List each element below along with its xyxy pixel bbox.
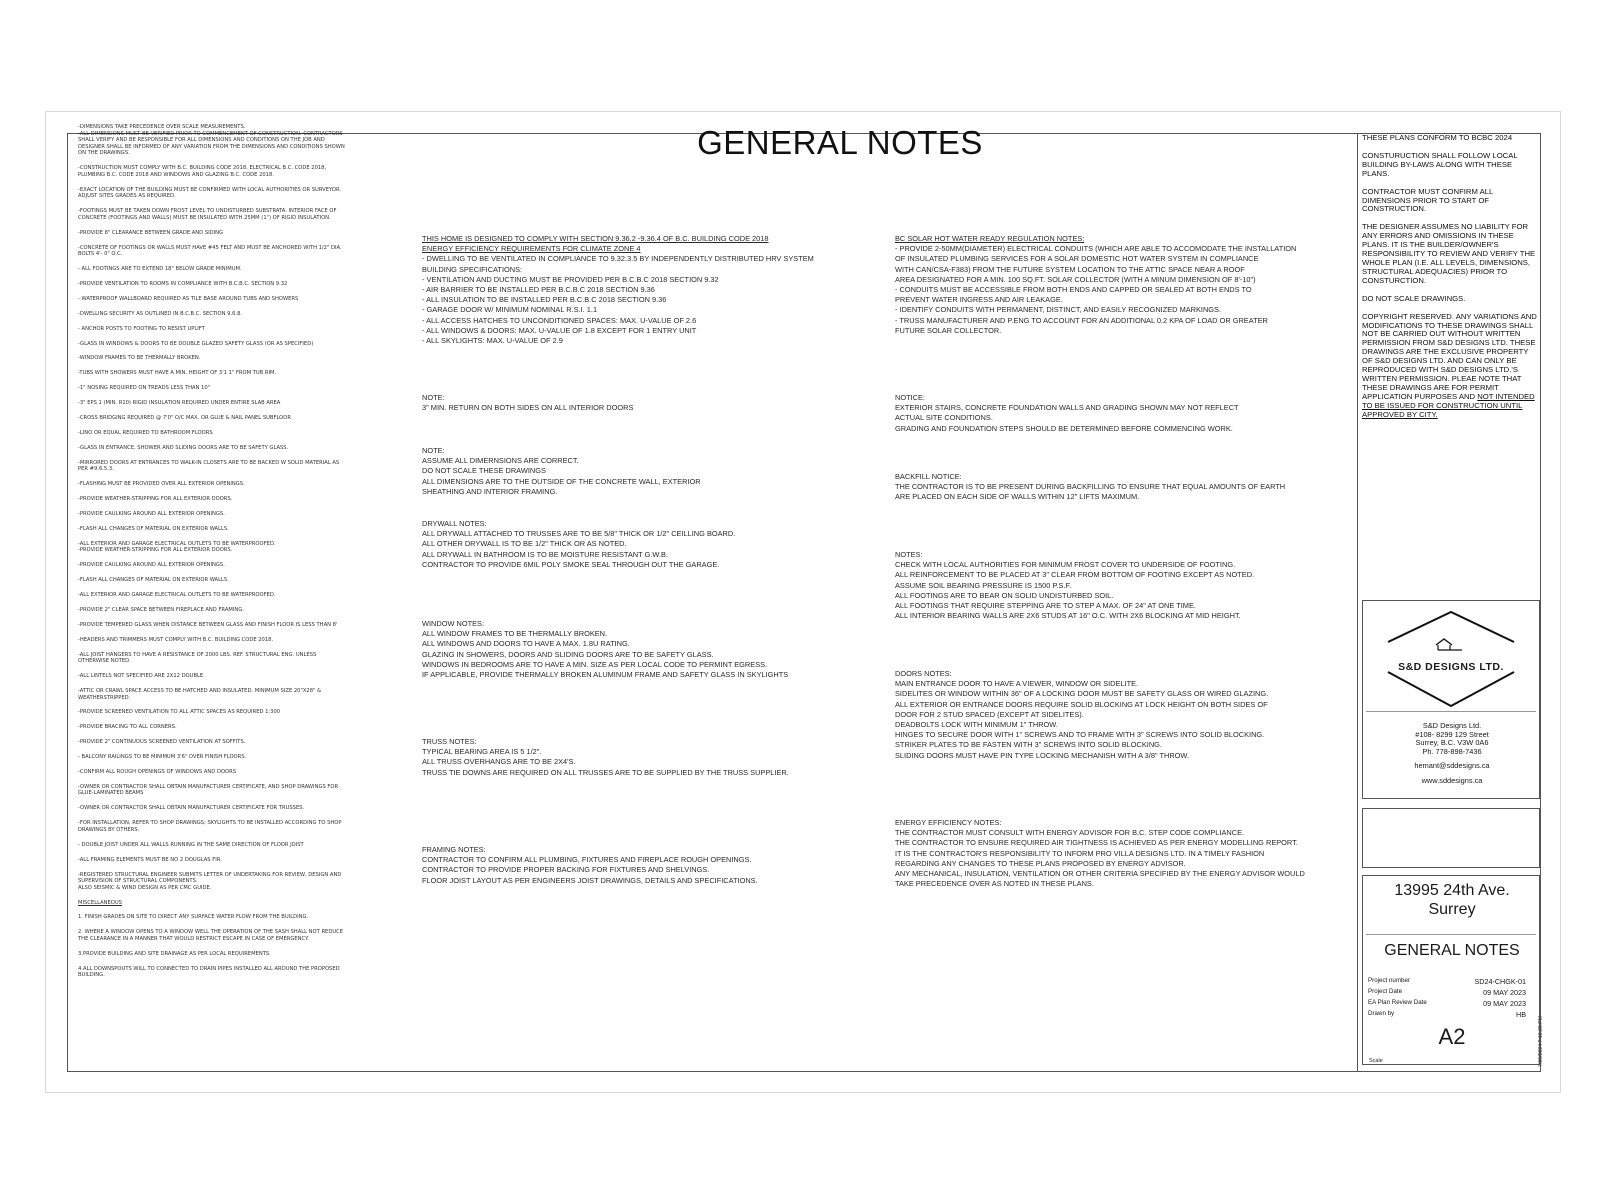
drywall-line: ALL DRYWALL IN BATHROOM IS TO BE MOISTURE RESISTANT G.W.B.	[422, 549, 668, 559]
left-note-line: -HEADERS AND TRIMMERS MUST COMPLY WITH B.C. BUILDING CODE 2018.	[78, 636, 274, 643]
energy-heading-line-1: THIS HOME IS DESIGNED TO COMPLY WITH SECTION 9.36.2 -9.36.4 OF B.C. BUILDING CODE 2018	[422, 234, 769, 243]
left-note-item	[78, 281, 370, 288]
project-number-row	[1368, 977, 1526, 986]
solar-line: - PROVIDE 2-50MM(DIAMETER) ELECTRICAL CONDUITS (WHICH ARE ABLE TO ACCOMODATE THE INSTALLATION	[895, 244, 1297, 254]
project-divider	[1366, 934, 1536, 935]
left-note-line: - DOUBLE JOIST UNDER ALL WALLS RUNNING IN THE SAME DIRECTION OF FLOOR JOIST	[78, 841, 304, 848]
energy-requirements-notes	[422, 234, 814, 346]
left-note-line: -PROVIDE 2" CONTINUOUS SCREENED VENTILATION AT SOFFITS.	[78, 739, 246, 746]
drawn-by-value: HB	[1516, 1010, 1526, 1019]
left-note-item	[78, 739, 370, 746]
left-note-line: -DWELLING SECURITY AS OUTLINED IN B.C.B.C. SECTION 9.6.8.	[78, 310, 243, 317]
left-note-line: -PROVIDE WEATHER-STRIPPING FOR ALL EXTERIOR DOORS.	[78, 496, 233, 503]
left-note-item	[78, 415, 370, 422]
dimensions-note	[422, 446, 701, 497]
company-logo-text: S&D DESIGNS LTD.	[1398, 661, 1504, 673]
left-note-item	[78, 607, 370, 614]
company-website: www.sddesigns.ca	[1421, 775, 1483, 785]
notice-notes	[895, 393, 1239, 434]
notes-line: ALL REINFORCEMENT TO BE PLACED AT 3" CLEAR FROM BOTTOM OF FOOTING EXCEPT AS NOTED.	[895, 570, 1255, 580]
left-note-line: -ALL JOIST HANGERS TO HAVE A RESISTANCE OF 2000 LBS. REF. STRUCTURAL ENG. UNLESS	[78, 651, 317, 658]
drywall-line: ALL DRYWALL ATTACHED TO TRUSSES ARE TO BE 5/8" THICK OR 1/2" CEILLING BOARD.	[422, 529, 736, 539]
left-note-line: -1" NOSING REQUIRED ON TREADS LESS THAN 10"	[78, 385, 211, 392]
window-line: IF APPLICABLE, PROVIDE THERMALLY BROKEN ALUMINUM FRAME AND SAFETY GLASS IN SKYLIGHTS	[422, 670, 789, 680]
project-date-value: 09 MAY 2023	[1483, 988, 1526, 997]
left-note-item	[78, 370, 370, 377]
note2-line: NOTE:	[422, 446, 445, 455]
company-address	[1366, 722, 1538, 786]
notes-line: ALL INTERIOR BEARING WALLS ARE 2X6 STUDS AT 16" O.C. WITH 2X6 BLOCKING AT MID HEIGHT.	[895, 611, 1241, 621]
doors-line: SIDELITES OR WINDOW WITHIN 36" OF A LOCKING DOOR MUST BE SAFETY GLASS OR WIRED GLAZING.	[895, 689, 1269, 699]
left-note-line: -PROVIDE VENTILATION TO ROOMS IN COMPLIANCE WITH B.C.B.C. SECTION 9.32	[78, 280, 288, 287]
review-date-value: 09 MAY 2023	[1483, 999, 1526, 1008]
left-note-item	[78, 842, 370, 849]
left-note-line: -PROVIDE SCREENED VENTILATION TO ALL ATTIC SPACES AS REQUIRED 1:300	[78, 709, 281, 716]
left-note-line: 2. WHERE A WINDOW OPENS TO A WINDOW WELL THE OPERATION OF THE SASH SHALL NOT REDUCE	[78, 929, 344, 936]
left-note-line: 3.PROVIDE BUILDING AND SITE DRAINAGE AS PER LOCAL REQUIREMENTS.	[78, 950, 271, 957]
left-note-item	[78, 688, 370, 701]
review-date-row	[1368, 999, 1526, 1008]
left-note-item	[78, 805, 370, 812]
left-note-line: - BALCONY RAILINGS TO BE MINIMUM 3'6" OVER FINISH FLOORS.	[78, 754, 247, 761]
disclaimer-text: DO NOT SCALE DRAWINGS.	[1362, 293, 1466, 303]
energy-line: - ALL ACCESS HATCHES TO UNCONDITIONED SPACES: MAX. U-VALUE OF 2.6	[422, 315, 697, 325]
energy-line: - DWELLING TO BE VENTILATED IN COMPLIANCE TO 9.32.3.5 BY INDEPENDENTLY DISTRIBUTED HRV SYSTEM	[422, 254, 814, 264]
truss-line: ALL TRUSS OVERHANGS ARE TO BE 2X4'S.	[422, 757, 576, 767]
left-note-item	[78, 481, 370, 488]
left-note-item	[78, 400, 370, 407]
efficiency-line: IT IS THE CONTRACTOR'S RESPONSIBILITY TO INFORM PRO VILLA DESIGNS LTD. IN A TIMELY FASHION	[895, 848, 1265, 858]
doors-line: MAIN ENTRANCE DOOR TO HAVE A VIEWER, WINDOW OR SIDELITE.	[895, 679, 1139, 689]
left-note-item	[78, 592, 370, 599]
left-note-item	[78, 526, 370, 533]
left-note-line: -PROVIDE TEMPERED GLASS WHEN DISTANCE BETWEEN GLASS AND FINISH FLOOR IS LESS THAN 8'	[78, 621, 338, 628]
truss-line: TRUSS NOTES:	[422, 737, 477, 746]
framing-line: FRAMING NOTES:	[422, 845, 486, 854]
left-note-line: -FOR INSTALLATION, REFER TO SHOP DRAWINGS; SKYLIGHTS TO BE INSTALLED ACCORDING TO SHOP	[78, 820, 342, 827]
energy-line: - ALL WINDOWS & DOORS: MAX. U-VALUE OF 1.8 EXCEPT FOR 1 ENTRY UNIT	[422, 325, 697, 335]
left-note-line: -FLASHING MUST BE PROVIDED OVER ALL EXTERIOR OPENINGS.	[78, 481, 245, 488]
left-note-line: -WINDOW FRAMES TO BE THERMALLY BROKEN.	[78, 355, 201, 362]
left-note-item	[78, 724, 370, 731]
window-notes	[422, 619, 788, 680]
left-note-line: -GLASS IN WINDOWS & DOORS TO BE DOUBLE GLAZED SAFETY GLASS (OR AS SPECIFIED)	[78, 340, 314, 347]
project-date-row	[1368, 988, 1526, 997]
notes-line: ALL FOOTINGS THAT REQUIRE STEPPING ARE TO STEP A MAX. OF 24" AT ONE TIME.	[895, 601, 1196, 611]
left-note-line: -3" EPS 1 (MIN. R10) RIGID INSULATION REQUIRED UNDER ENTIRE SLAB AREA	[78, 400, 281, 407]
left-note-line: -TUBS WITH SHOWERS MUST HAVE A MIN. HEIGHT OF 3'1 1" FROM TUB RIM.	[78, 370, 277, 377]
energy-line: - ALL INSULATION TO BE INSTALLED PER B.C.B.C 2018 SECTION 9.36	[422, 295, 667, 305]
page-title: GENERAL NOTES	[697, 124, 983, 161]
left-note-line: BUILDING.	[78, 972, 105, 979]
drywall-line: ALL OTHER DRYWALL IS TO BE 1/2" THICK OR AS NOTED.	[422, 539, 627, 549]
left-note-line: -REGISTERED STRUCTURAL ENGINEER SUBMITS LETTER OF UNDERTAKING FOR REVIEW, DESIGN AND	[78, 871, 342, 878]
backfill-line: THE CONTRACTOR IS TO BE PRESENT DURING BACKFILLING TO ENSURE THAT EQUAL AMOUNTS OF EARTH	[895, 482, 1286, 492]
left-note-item	[78, 652, 370, 665]
plot-stamp: 7/30/2024 7:10:05 PM	[1538, 1015, 1544, 1067]
disclaimer-paragraph	[1362, 188, 1540, 215]
left-note-line: -ALL EXTERIOR AND GARAGE ELECTRICAL OUTLETS TO BE WATERPROOFED.	[78, 540, 276, 547]
left-note-item	[78, 709, 370, 716]
company-address-line-2: Surrey, B.C. V3W 0A6	[1415, 738, 1489, 748]
window-line: ALL WINDOW FRAMES TO BE THERMALLY BROKEN.	[422, 629, 608, 639]
disclaimer-paragraph	[1362, 295, 1540, 304]
left-note-line: -PROVIDE 2" CLEAR SPACE BETWEEN FIREPLACE AND FRAMING.	[78, 606, 244, 613]
left-note-line: MISCELLANEOUS	[78, 899, 122, 906]
notice-line: GRADING AND FOUNDATION STEPS SHOULD BE DETERMINED BEFORE COMMENCING WORK.	[895, 423, 1233, 433]
left-note-item	[78, 385, 370, 392]
left-note-line: - ANCHOR POSTS TO FOOTING TO RESIST UPLIFT	[78, 325, 205, 332]
truss-line: TYPICAL BEARING AREA IS 5 1/2".	[422, 747, 542, 757]
left-note-line: -LINO OR EQUAL REQUIRED TO BATHROOM FLOORS	[78, 429, 213, 436]
left-note-item	[78, 430, 370, 437]
left-note-line: -EXACT LOCATION OF THE BUILDING MUST BE CONFIRMED WITH LOCAL AUTHORITIES OR SURVEYOR.	[78, 186, 342, 193]
backfill-line: ARE PLACED ON EACH SIDE OF WALLS WITHIN 12" LIFTS MAXIMUM.	[895, 492, 1140, 502]
left-note-item	[78, 951, 370, 958]
left-note-item	[78, 914, 370, 921]
framing-notes	[422, 845, 758, 886]
sheet-title: GENERAL NOTES	[1384, 942, 1520, 959]
left-note-line: -CONCRETE OF FOOTINGS OR WALLS MUST HAVE #45 FELT AND MUST BE ANCHORED WITH 1/2" DIA.	[78, 244, 342, 251]
company-email: hemant@sddesigns.ca	[1414, 761, 1490, 771]
left-note-line: ADJUST SITES GRADES AS REQUIRED.	[78, 193, 176, 200]
left-note-line: -CROSS BRIDGING REQUIRED @ 7'0" O/C MAX. OR GLUE & NAIL PANEL SUBFLOOR	[78, 415, 291, 421]
doors-line: DOORS NOTES:	[895, 669, 952, 678]
doors-line: ALL EXTERIOR OR ENTRANCE DOORS REQUIRE SOLID BLOCKING AT LOCK HEIGHT ON BOTH SIDES OF	[895, 699, 1268, 709]
doors-line: HINGES TO SECURE DOOR WITH 1" SCREWS AND TO FRAME WITH 3" SCREWS INTO SOLID BLOCKING.	[895, 730, 1265, 740]
disclaimer-paragraph	[1362, 313, 1540, 420]
left-note-item	[78, 296, 370, 303]
left-note-item	[78, 230, 370, 237]
left-note-item	[78, 245, 370, 258]
left-note-line: - WATERPROOF WALLBOARD REQUIRED AS TILE BASE AROUND TUBS AND SHOWERS	[78, 295, 299, 302]
efficiency-line: TAKE PRECEDENCE OVER AS NOTED IN THESE PLANS.	[895, 879, 1094, 889]
left-note-item	[78, 187, 370, 200]
left-note-line: -CONFIRM ALL ROUGH OPENINGS OF WINDOWS AND DOORS	[78, 768, 237, 775]
left-note-line: THE CLEARANCE IN A MANNER THAT WOULD RESTRICT ESCAPE IN CASE OF EMERGENCY.	[78, 935, 309, 942]
note2-line: ASSUME ALL DIMERNSIONS ARE CORRECT.	[422, 456, 579, 466]
left-note-line: ON THE DRAWINGS.	[78, 150, 130, 157]
energy-line: - VENTILATION AND DUCTING MUST BE PROVIDED PER B.C.B.C 2018 SECTION 9.32	[422, 274, 719, 284]
framing-line: CONTRACTOR TO CONFIRM ALL PLUMBING, FIXTURES AND FIREPLACE ROUGH OPENINGS.	[422, 855, 752, 865]
left-note-line: -PROVIDE CAULKING AROUND ALL EXTERIOR OPENINGS.	[78, 510, 225, 517]
left-note-line: 1. FINISH GRADES ON SITE TO DIRECT ANY SURFACE WATER FLOW FROM THE BUILDING.	[78, 914, 309, 921]
left-note-line: BOLTS 4'- 0" O.C.	[78, 251, 123, 258]
left-note-item	[78, 124, 370, 157]
energy-line: - ALL SKYLIGHTS: MAX. U-VALUE OF 2.9	[422, 336, 563, 346]
left-note-line: CONCRETE (FOOTINGS AND WALLS) MUST BE INSULATED WITH 25MM (1") OF RIGID INSULATION.	[78, 214, 331, 221]
disclaimer-paragraph	[1362, 152, 1540, 179]
left-note-item	[78, 673, 370, 680]
disclaimer-paragraph	[1362, 223, 1540, 285]
notes-line: CHECK WITH LOCAL AUTHORITIES FOR MINIMUM FROST COVER TO UNDERSIDE OF FOOTING.	[895, 560, 1236, 570]
truss-line: TRUSS TIE DOWNS ARE REQUIRED ON ALL TRUSSES ARE TO BE SUPPLIED BY THE TRUSS SUPPLIER.	[422, 767, 789, 777]
disclaimer-column	[1362, 134, 1540, 428]
energy-efficiency-notes	[895, 818, 1305, 889]
notes-line: NOTES:	[895, 550, 923, 559]
left-note-line: -OWNER OR CONTRACTOR SHALL OBTAIN MANUFACTURER CERTIFICATE, AND SHOP DRAWINGS FOR	[78, 783, 339, 790]
solar-line: FUTURE SOLAR COLLECTOR.	[895, 325, 1002, 335]
review-date-label: EA Plan Review Date	[1368, 999, 1427, 1006]
left-note-line: GLUE-LAMINATED BEAMS	[78, 790, 144, 797]
framing-line: CONTRACTOR TO PROVIDE PROPER BACKING FOR FIXTURES AND SHELVINGS.	[422, 865, 710, 875]
left-note-item	[78, 445, 370, 452]
note2-line: SHEATHING AND INTERIOR FRAMING.	[422, 486, 558, 496]
energy-line: - AIR BARRIER TO BE INSTALLED PER B.C.B.C 2018 SECTION 9.36	[422, 285, 655, 295]
left-note-line: -ALL EXTERIOR AND GARAGE ELECTRICAL OUTLETS TO BE WATERPROOFED.	[78, 591, 276, 598]
notice-line: NOTICE:	[895, 393, 925, 402]
solar-line: - TRUSS MANUFACTURER AND P.ENG TO ACCOUNT FOR AN ADDITIONAL 0.2 KPA OF LOAD OR GREATER	[895, 315, 1268, 325]
note1-line: NOTE:	[422, 393, 445, 402]
left-note-line: -ALL LINTELS NOT SPECIFIED ARE 2X12 DOUBLE.	[78, 673, 205, 680]
note1-line: 3" MIN. RETURN ON BOTH SIDES ON ALL INTERIOR DOORS	[422, 403, 634, 413]
left-note-item	[78, 769, 370, 776]
disclaimer-paragraph	[1362, 134, 1540, 143]
left-note-item	[78, 266, 370, 273]
left-note-item	[78, 637, 370, 644]
doors-line: SLIDING DOORS MUST HAVE PIN TYPE LOCKING MECHANISH WITH A 3/8" THROW.	[895, 750, 1190, 760]
left-note-line: -GLASS IN ENTRANCE, SHOWER AND SLIDING DOORS ARE TO BE SAFETY GLASS.	[78, 444, 289, 451]
energy-line: BUILDING SPECIFICATIONS:	[422, 264, 523, 274]
drywall-line: CONTRACTOR TO PROVIDE 6MIL POLY SMOKE SEAL THROUGH OUT THE GARAGE.	[422, 559, 720, 569]
left-note-item	[78, 857, 370, 864]
project-date-label: Project Date	[1368, 988, 1403, 995]
efficiency-line: THE CONTRACTOR TO ENSURE REQUIRED AIR TIGHTNESS IS ACHIEVED AS PER ENERGY MODELLING REPORT.	[895, 838, 1298, 848]
energy-heading-line-2: ENERGY EFFICIENCY REQUIREMENTS FOR CLIMATE ZONE 4	[422, 244, 641, 254]
left-note-line: -ATTIC OR CRAWL SPACE ACCESS TO BE HATCHED AND INSULATED. MINIMUM SIZE 20"X28" &	[78, 687, 322, 694]
left-note-item	[78, 496, 370, 503]
left-note-line: -FLASH ALL CHANGES OF MATERIAL ON EXTERIOR WALLS.	[78, 577, 229, 584]
left-note-item	[78, 311, 370, 318]
left-note-item	[78, 754, 370, 761]
left-note-line: PER #9.6.5.3.	[78, 466, 114, 473]
left-note-line: WEATHERSTRIPPED.	[78, 694, 131, 701]
left-note-line: -PROVIDE CAULKING AROUND ALL EXTERIOR OPENINGS.	[78, 562, 225, 569]
note2-line: DO NOT SCALE THESE DRAWINGS	[422, 466, 546, 476]
left-note-line: -PROVIDE BRACING TO ALL CORNERS.	[78, 724, 177, 731]
left-note-line: -MIRRORED DOORS AT ENTRANCES TO WALK-IN CLOSETS ARE TO BE BACKED W SOLID MATERIAL AS	[78, 459, 340, 466]
company-address-line-1: #108- 8299 129 Street	[1415, 729, 1489, 739]
left-note-item	[78, 541, 370, 554]
disclaimer-text: COPYRIGHT RESERVED. ANY VARIATIONS AND MODIFICATIONS TO THESE DRAWINGS SHALL NOT BE CARRIED OUT WITHOUT WRITTEN PERMISSION FROM S&D DESIGNS LTD. THESE DRAWINGS ARE THE EXCLUSIVE PROPERTY OF S&D DESIGNS LTD. AND CAN ONLY BE REPRODUCED WITH S&D DESIGNS LTD.'S WRITTEN PERMISSION. PLEAE NOTE THAT THESE DRAWINGS ARE FOR PERMIT APPLICATION PURPOSES AND	[1362, 311, 1537, 401]
disclaimer-text: THE DESIGNER ASSUMES NO LIABILITY FOR ANY ERRORS AND OMISSIONS IN THESE PLANS. IT IS THE BUILDER/OWNER'S RESPONSIBILITY TO REVIEW AND VERIFY THE WHOLE PLAN (I.E. ALL LEVELS, DIMENSIONS, STRUCTURAL ADEQUACIES) PRIOR TO CONSTURCTION.	[1362, 222, 1536, 285]
efficiency-line: REGARDING ANY CHANGES TO THESE PLANS PROPOSED BY ENERGY ADVISOR.	[895, 858, 1186, 868]
efficiency-line: ANY MECHANICAL, INSULATION, VENTILATION OR OTHER CRITERIA SPECIFIED BY THE ENERGY ADVISOR WOULD	[895, 869, 1305, 879]
solar-heading: BC SOLAR HOT WATER READY REGULATION NOTES:	[895, 234, 1085, 243]
solar-line: AREA DESIGNATED FOR A MIN. 100 SQ.FT. SOLAR COLLECTOR (WITH A MINUM DIMENSION OF 8'-10")	[895, 274, 1256, 284]
disclaimer-text: CONTRACTOR MUST CONFIRM ALL DIMENSIONS PRIOR TO START OF CONSTRUCTION.	[1362, 186, 1493, 214]
backfill-line: BACKFILL NOTICE:	[895, 472, 962, 481]
solar-line: - IDENTIFY CONDUITS WITH PERMANENT, DISTINCT, AND EASILY RECOGNIZED MARKINGS.	[895, 305, 1222, 315]
company-divider	[1366, 711, 1536, 712]
solar-line: - CONDUITS MUST BE ACCESSIBLE FROM BOTH ENDS AND CAPPED OR SEALED AT BOTH ENDS TO	[895, 285, 1252, 295]
solar-line: PREVENT WATER INGRESS AND AIR LEAKAGE.	[895, 295, 1063, 305]
left-note-line: -FOOTINGS MUST BE TAKEN DOWN FROST LEVEL TO UNDISTURBED SUBSTRATA. INTERIOR FACE OF	[78, 208, 337, 215]
efficiency-line: ENERGY EFFICIENCY NOTES:	[895, 818, 1002, 827]
left-note-item	[78, 966, 370, 979]
framing-line: FLOOR JOIST LAYOUT AS PER ENGINEERS JOIST DRAWINGS, DETAILS AND SPECIFICATIONS.	[422, 875, 758, 885]
left-note-line: -ALL FRAMING ELEMENTS MUST BE NO 2 DOUGLAS FIR.	[78, 856, 222, 863]
scale-label: Scale	[1369, 1058, 1383, 1064]
left-note-line: -OWNER OR CONTRACTOR SHALL OBTAIN MANUFACTURER CERTIFICATE FOR TRUSSES.	[78, 805, 305, 812]
left-note-line: -PROVIDE 8" CLEARANCE BETWEEN GRADE AND SIDING	[78, 229, 224, 236]
foundation-notes	[895, 550, 1254, 621]
company-name: S&D Designs Ltd.	[1422, 721, 1482, 730]
sheet-number: A2	[1438, 1024, 1466, 1049]
left-note-item	[78, 872, 370, 892]
window-line: ALL WINDOWS AND DOORS TO HAVE A MAX. 1.8U RATING.	[422, 639, 630, 649]
left-note-item	[78, 622, 370, 629]
truss-notes	[422, 737, 789, 778]
energy-line: - GARAGE DOOR W/ MINIMUM NOMINAL R.S.I. 1.1	[422, 305, 598, 315]
solar-line: WITH CAN/CSA-F383) FROM THE FUTURE SYSTEM LOCATION TO THE ATTIC SPACE NEAR A ROOF	[895, 264, 1245, 274]
window-line: GLAZING IN SHOWERS, DOORS AND SLIDING DOORS ARE TO BE SAFETY GLASS.	[422, 649, 714, 659]
left-note-item	[78, 208, 370, 221]
project-number-label: Project number	[1368, 977, 1410, 984]
note2-line: ALL DIMENSIONS ARE TO THE OUTSIDE OF THE CONCRETE WALL, EXTERIOR	[422, 476, 701, 486]
stamp-box	[1362, 808, 1540, 868]
left-note-line: DESIGNER SHALL BE INFORMED OF ANY VARIATION FROM THE DIMENSIONS AND CONDITIONS SHOWN	[78, 143, 345, 150]
window-line: WINDOWS IN BEDROOMS ARE TO HAVE A MIN. SIZE AS PER LOCAL CODE TO PERMINT EGRESS.	[422, 659, 768, 669]
title-block-divider	[1357, 133, 1358, 1072]
left-note-line: SUPERVISION OF STRUCTURAL COMPONENTS.	[78, 878, 198, 885]
efficiency-line: THE CONTRACTOR MUST CONSULT WITH ENERGY ADVISOR FOR B.C. STEP CODE COMPLIANCE.	[895, 828, 1245, 838]
left-note-line: PLUMBING B.C. CODE 2018 AND WINDOWS AND GLAZING B.C. CODE 2018.	[78, 171, 274, 178]
notes-line: ASSUME SOIL BEARING PRESSURE IS 1500 P.S.F.	[895, 580, 1072, 590]
company-phone: Ph. 778-898-7436	[1422, 746, 1482, 756]
left-note-item	[78, 900, 370, 907]
left-note-line: DRAWINGS BY OTHERS.	[78, 826, 140, 833]
left-note-line: - ALL FOOTINGS ARE TO EXTEND 18" BELOW GRADE MINIMUM.	[78, 266, 242, 273]
left-note-line: ALSO SEISMIC & WIND DESIGN AS PER CMC GUIDE.	[78, 884, 212, 891]
notice-line: EXTERIOR STAIRS, CONCRETE FOUNDATION WALLS AND GRADING SHOWN MAY NOT REFLECT	[895, 403, 1239, 413]
left-note-line: -ALL DIMENSIONS MUST BE VERIFIED PRIOR TO COMMENCEMENT OF CONSTRUCTION. CONTRACTORS	[78, 130, 343, 137]
solar-hot-water-notes	[895, 234, 1296, 336]
left-note-line: -CONSTRUCTION MUST COMPLY WITH B.C. BUILDING CODE 2018, ELECTRICAL B.C. CODE 2018,	[78, 165, 327, 172]
drywall-notes	[422, 519, 735, 570]
left-note-item	[78, 460, 370, 473]
left-note-line: OTHERWISE NOTED.	[78, 658, 131, 665]
left-note-line: SHALL VERIFY AND BE RESPONSIBLE FOR ALL DIMENSIONS AND CONDITIONS ON THE JOB AND	[78, 137, 325, 144]
window-line: WINDOW NOTES:	[422, 619, 484, 628]
drywall-line: DRYWALL NOTES:	[422, 519, 487, 528]
left-notes-column	[78, 124, 370, 987]
left-note-item	[78, 341, 370, 348]
left-note-item	[78, 784, 370, 797]
left-note-item	[78, 165, 370, 178]
doors-line: DOOR FOR 2 STUD SPACED (EXCEPT AT SIDELITES).	[895, 709, 1084, 719]
left-note-item	[78, 929, 370, 942]
left-note-item	[78, 562, 370, 569]
left-note-line: -DIMENSIONS TAKE PRECEDENCE OVER SCALE MEASUREMENTS.	[78, 124, 246, 130]
doors-line: DEADBOLTS LOCK WITH MINIMUM 1" THROW.	[895, 720, 1058, 730]
left-note-line: 4.ALL DOWNSPOUTS WILL TO CONNECTED TO DRAIN PIPES INSTALLED ALL AROUND THE PROPOSED	[78, 965, 340, 972]
project-number-value: SD24-CHGK-01	[1474, 977, 1526, 986]
doors-notes	[895, 669, 1268, 761]
backfill-notice	[895, 472, 1285, 503]
drawn-by-label: Drawn by	[1368, 1010, 1395, 1017]
left-note-item	[78, 577, 370, 584]
left-note-item	[78, 355, 370, 362]
doors-line: STRIKER PLATES TO BE FASTEN WITH 3" SCREWS INTO SOLID BLOCKING.	[895, 740, 1162, 750]
interior-doors-note	[422, 393, 633, 413]
project-address-line-2: Surrey	[1428, 900, 1476, 918]
notice-line: ACTUAL SITE CONDITIONS.	[895, 413, 993, 423]
left-note-line: -PROVIDE WEATHER-STRIPPING FOR ALL EXTERIOR DOORS.	[78, 547, 233, 554]
drawn-by-row	[1368, 1010, 1526, 1019]
left-note-item	[78, 511, 370, 518]
disclaimer-text: CONSTURUCTION SHALL FOLLOW LOCAL BUILDING BY-LAWS ALONG WITH THESE PLANS.	[1362, 150, 1518, 178]
disclaimer-text: THESE PLANS CONFORM TO BCBC 2024	[1362, 133, 1513, 142]
project-address-line-1: 13995 24th Ave.	[1394, 882, 1510, 899]
left-note-line: -FLASH ALL CHANGES OF MATERIAL ON EXTERIOR WALLS.	[78, 525, 229, 532]
left-note-item	[78, 326, 370, 333]
disclaimer-underlined-text: NOT INTENDED TO BE ISSUED FOR CONSTRUCTION UNTIL APPROVED BY CITY.	[1362, 391, 1535, 419]
left-note-item	[78, 820, 370, 833]
solar-line: OF INSULATED PLUMBING SERVICES FOR A SOLAR DOMESTIC HOT WATER SYSTEM IN COMPLIANCE	[895, 254, 1259, 264]
project-address	[1366, 882, 1538, 919]
notes-line: ALL FOOTINGS ARE TO BEAR ON SOLID UNDISTURBED SOIL.	[895, 590, 1114, 600]
